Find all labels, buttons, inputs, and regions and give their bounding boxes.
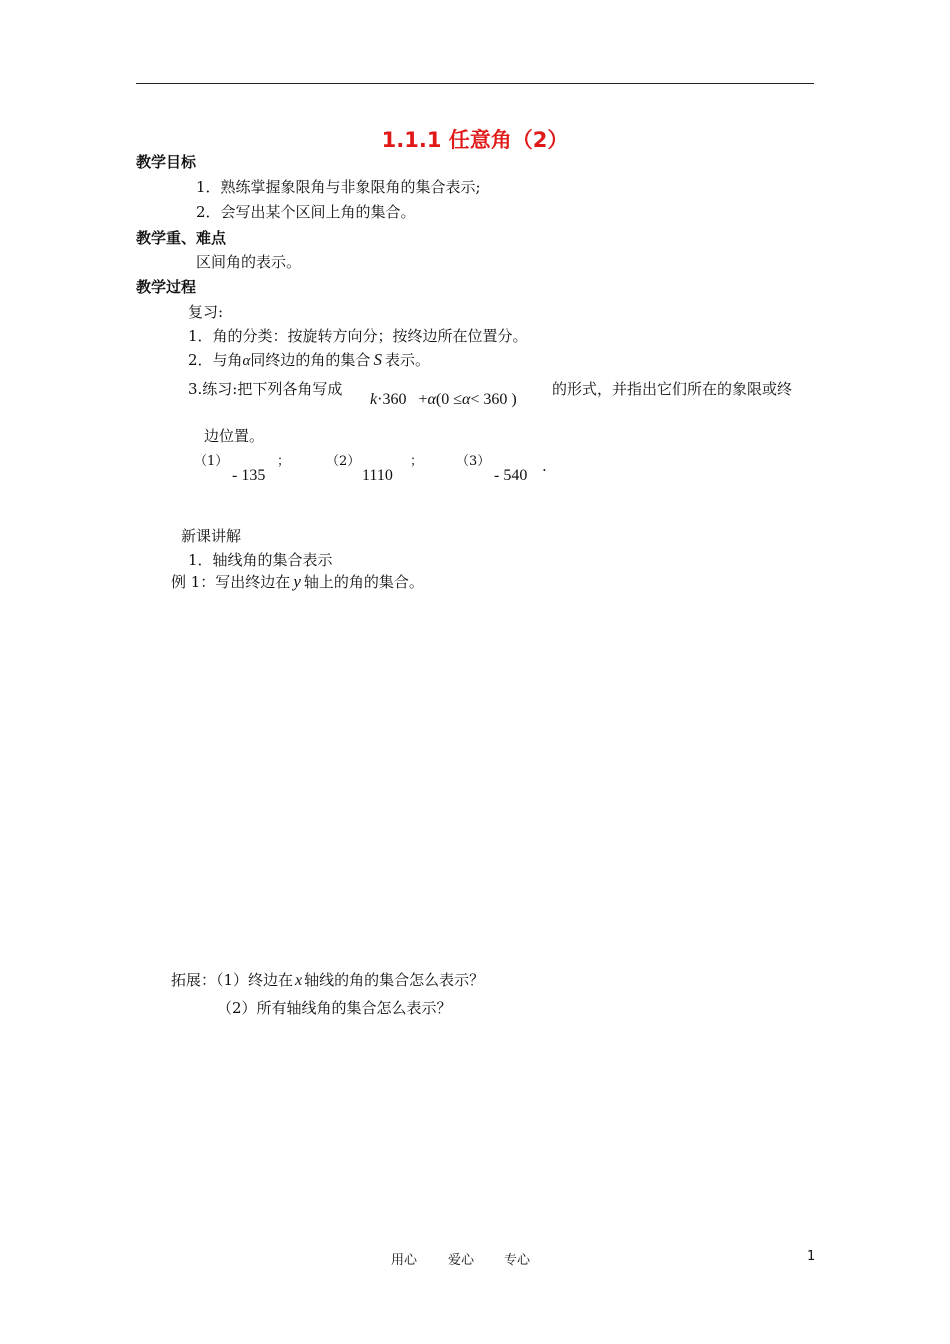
key-points-text: 区间角的表示。	[196, 253, 302, 271]
exercise-2-sep: ；	[410, 454, 424, 469]
formula-range: (0 ≤	[435, 391, 462, 408]
extension-line-1-text-a: 拓展：（1）终边在	[171, 971, 294, 989]
review-item-3-tail: 的形式，并指出它们所在的象限或终	[552, 380, 793, 398]
formula-plus: +	[418, 391, 428, 408]
exercise-3-value: - 540	[494, 467, 528, 484]
example-1	[171, 572, 424, 592]
exercise-3-label: （3）	[456, 454, 491, 469]
alpha-symbol: α	[242, 353, 251, 369]
y-axis-symbol: y	[293, 572, 301, 591]
extension-line-1-text-b: 轴线的角的集合怎么表示？	[304, 971, 485, 989]
formula-close: )	[511, 391, 517, 408]
exercise-2-value: 1110	[362, 467, 393, 484]
formula-mid: ·360	[377, 391, 407, 408]
exercise-3-sep: .	[542, 457, 547, 475]
page-number: 1	[807, 1249, 816, 1264]
review-item-2	[188, 350, 430, 371]
review-item-1: 1．角的分类：按旋转方向分；按终边所在位置分。	[188, 327, 528, 345]
x-axis-symbol: x	[295, 972, 303, 989]
formula-alpha-2: α	[461, 391, 471, 408]
set-symbol-s: S	[373, 350, 382, 369]
page-title: 1.1.1 任意角（2）	[381, 128, 569, 152]
objectives-heading: 教学目标	[136, 153, 197, 171]
review-label: 复习:	[188, 303, 224, 321]
new-lesson-section-1: 1．轴线角的集合表示	[188, 551, 333, 569]
formula-k: k	[370, 391, 378, 408]
new-lesson-heading: 新课讲解	[181, 527, 242, 545]
review-item-2-text-b: 同终边的角的集合	[250, 351, 371, 369]
exercise-1-value: - 135	[232, 467, 266, 484]
key-points-heading: 教学重、难点	[136, 229, 227, 247]
example-1-text-b: 轴上的角的集合。	[303, 573, 424, 591]
header-rule	[136, 83, 814, 84]
formula-end: < 360	[470, 391, 508, 408]
footer-word-1: 用心	[391, 1253, 418, 1268]
footer-word-3: 专心	[504, 1253, 531, 1268]
formula	[370, 389, 517, 410]
exercise-1-label: （1）	[194, 454, 229, 469]
review-item-3-cont: 边位置。	[204, 427, 265, 445]
objective-item-2: 2．会写出某个区间上角的集合。	[196, 203, 416, 221]
formula-alpha: α	[427, 391, 436, 408]
exercise-1-sep: ；	[277, 454, 291, 469]
extension-line-2: （2）所有轴线角的集合怎么表示？	[217, 999, 452, 1017]
extension-line-1	[171, 970, 484, 991]
review-item-2-text-a: 2．与角	[188, 351, 243, 369]
process-heading: 教学过程	[136, 278, 197, 296]
objective-item-1: 1．熟练掌握象限角与非象限角的集合表示;	[196, 178, 481, 196]
exercise-2-label: （2）	[326, 454, 361, 469]
review-item-3-lead: 3.练习:把下列各角写成	[188, 380, 343, 398]
review-item-2-text-c: 表示。	[384, 351, 430, 369]
footer-word-2: 爱心	[448, 1253, 475, 1268]
example-1-text-a: 例 1：写出终边在	[171, 573, 291, 591]
